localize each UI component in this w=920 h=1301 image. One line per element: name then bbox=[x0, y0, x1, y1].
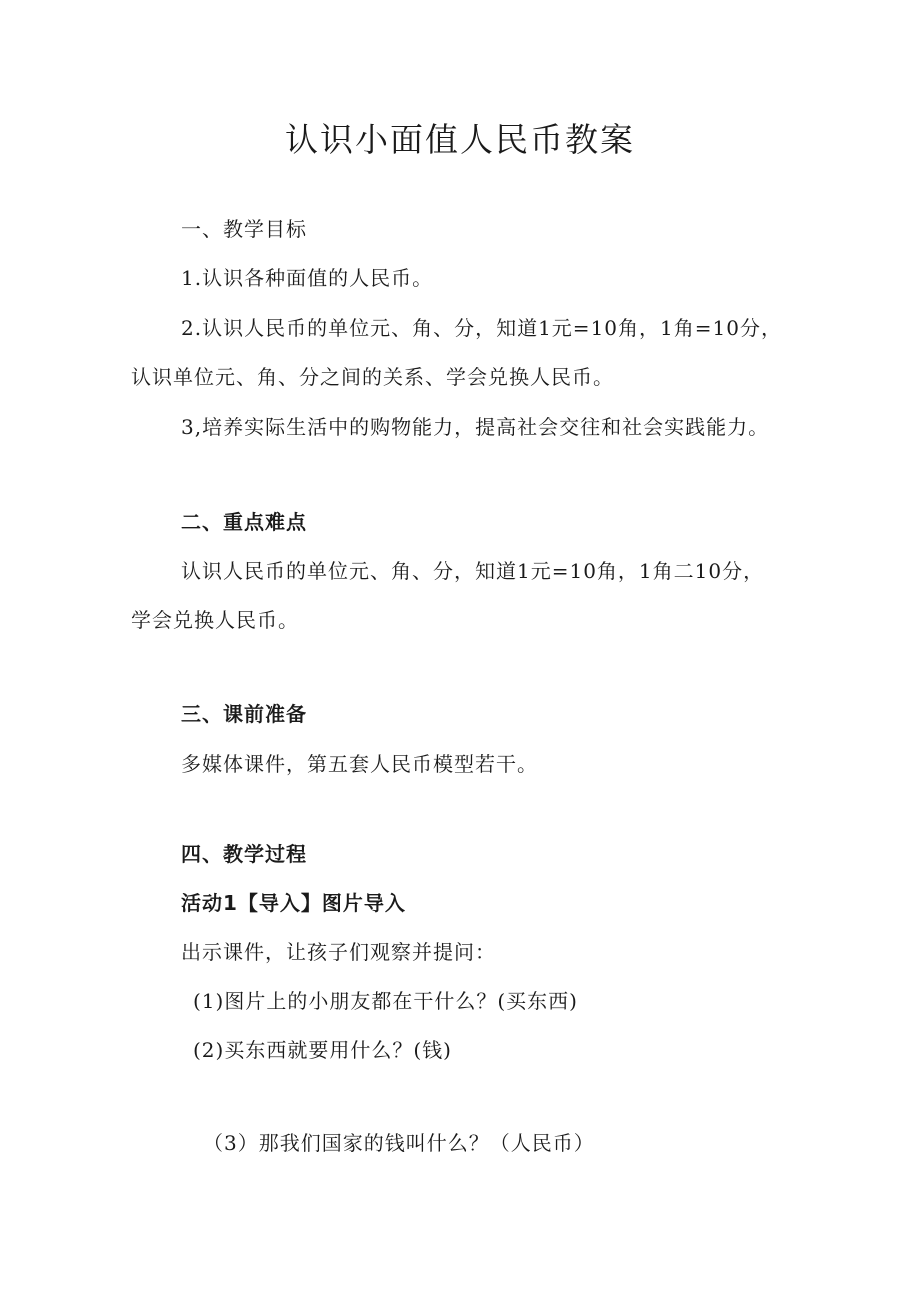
section-heading-process: 四、教学过程 bbox=[181, 842, 307, 866]
key-points-line-1: 认识人民币的单位元、角、分，知道1元=10角，1角二10分， bbox=[181, 559, 765, 583]
goal-item-2-line-2: 认识单位元、角、分之间的关系、学会兑换人民币。 bbox=[131, 365, 614, 389]
activity-heading: 活动1【导入】图片导入 bbox=[181, 891, 406, 915]
section-heading-teaching-goals: 一、教学目标 bbox=[181, 217, 307, 241]
page-title: 认识小面值人民币教案 bbox=[285, 120, 635, 159]
question-2: (2)买东西就要用什么？(钱) bbox=[193, 1038, 452, 1062]
section-heading-key-points: 二、重点难点 bbox=[181, 510, 307, 534]
activity-intro: 出示课件，让孩子们观察并提问： bbox=[181, 940, 496, 964]
goal-item-1: 1.认识各种面值的人民币。 bbox=[181, 266, 434, 290]
preparation-text: 多媒体课件，第五套人民币模型若干。 bbox=[181, 752, 538, 776]
question-3: （3）那我们国家的钱叫什么？（人民币） bbox=[203, 1131, 595, 1155]
key-points-line-2: 学会兑换人民币。 bbox=[131, 608, 299, 632]
goal-item-3: 3,培养实际生活中的购物能力，提高社会交往和社会实践能力。 bbox=[181, 415, 770, 439]
section-heading-preparation: 三、课前准备 bbox=[181, 702, 307, 726]
goal-item-2-line-1: 2.认识人民币的单位元、角、分，知道1元=10角，1角=10分， bbox=[181, 316, 782, 340]
question-1: (1)图片上的小朋友都在干什么？(买东西) bbox=[193, 989, 578, 1013]
